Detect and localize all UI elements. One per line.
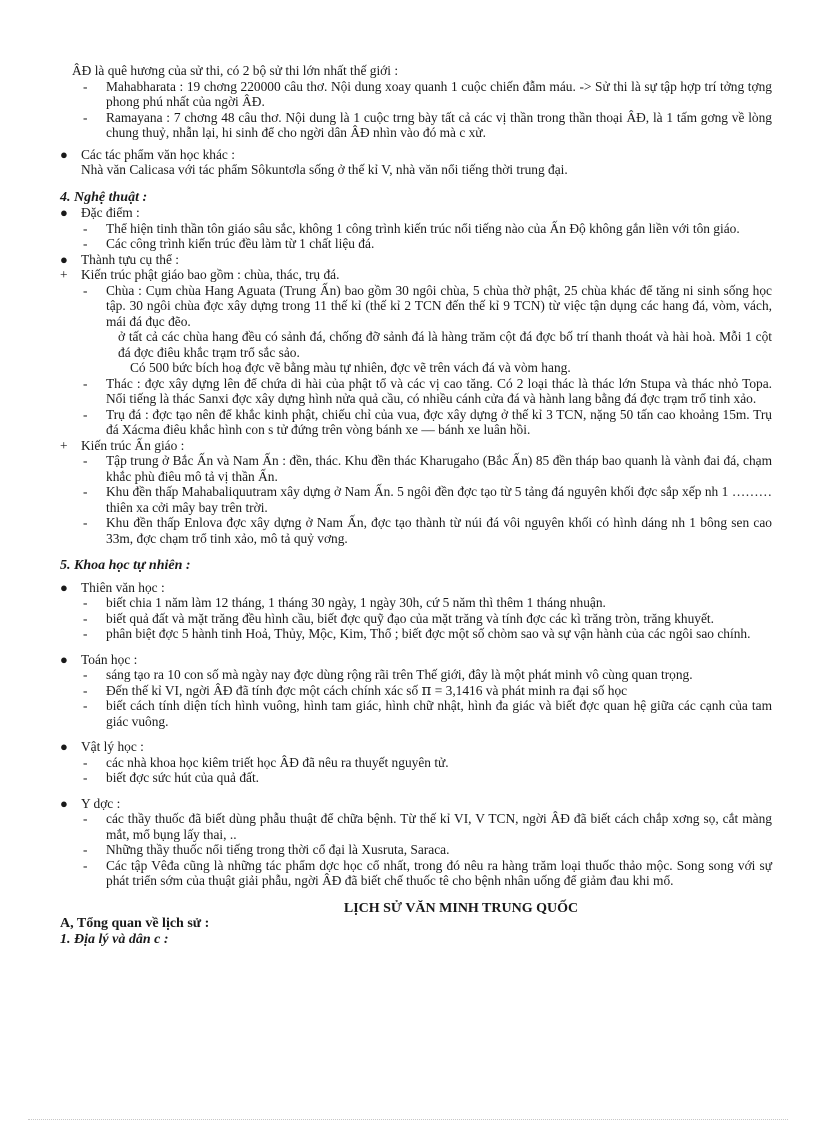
bullet-icon: ● [60, 795, 68, 811]
plus-marker: + [60, 437, 68, 453]
bullet-icon: ● [60, 146, 68, 162]
pillar-text: Trụ đá : đợc tạo nên để khắc kinh phật, chiếu chỉ của vua, đợc xây dựng ở thế kỉ 3 TCN, nặng 50 tấn cao khoảng 15m. Trụ đá Xácma điêu khắc hình con s tử đứng trên vòng bánh xe — bánh xe luân hồi. [106, 406, 772, 437]
dash-marker: - [83, 484, 88, 499]
list-item [60, 680, 772, 699]
list-item [60, 221, 772, 237]
feature-text: Các công trình kiến trúc đều làm từ 1 chất liệu đá. [106, 236, 375, 251]
list-item [60, 667, 772, 683]
pi-symbol: π [421, 680, 432, 699]
physics-title: Vật lý học : [81, 739, 144, 754]
astronomy-text: phân biệt đợc 5 hành tinh Hoả, Thủy, Mộc, Kim, Thổ ; biết đợc một số chòm sao và sự vận hành của các ngôi sao chính. [106, 626, 751, 641]
medicine-title: Y dợc : [81, 795, 121, 811]
list-item [60, 858, 772, 889]
features-title: Đặc điểm : [81, 205, 140, 220]
list-item [60, 438, 772, 454]
buddhist-title: Kiến trúc phật giáo bao gồm : chùa, thác, trụ đá. [81, 267, 340, 282]
list-item [60, 267, 772, 283]
dash-marker: - [83, 842, 88, 857]
dash-marker: - [83, 610, 88, 626]
physics-text: các nhà khoa học kiêm triết học ÂĐ đã nêu ra thuyết nguyên tử. [106, 754, 449, 770]
dash-marker: - [83, 595, 88, 610]
hindu-text: Khu đền thấp Mahabaliquutram xây dựng ở Nam Ấn. 5 ngôi đền đợc tạo từ 5 tảng đá nguyên khối đợc sắp xếp nh 1 ……… thiên xa cởi mây bay trên trời. [106, 484, 772, 515]
dash-marker: - [83, 78, 88, 94]
list-item [60, 611, 772, 627]
list-item [60, 376, 772, 407]
list-item [60, 453, 772, 484]
hindu-title: Kiến trúc Ấn giáo : [81, 437, 185, 453]
dash-marker: - [83, 770, 88, 785]
pagoda-note: Có 500 bức bích hoạ đợc vẽ bằng màu tự nhiên, đợc vẽ trên vách đá và vòm hang. [130, 360, 571, 375]
list-item [60, 205, 772, 221]
dash-marker: - [83, 453, 88, 468]
other-works-title: Các tác phẩm văn học khác : [81, 146, 235, 162]
list-item [60, 515, 772, 546]
pagoda-note: ở tất cả các chùa hang đều có sảnh đá, chống đỡ sảnh đá là hàng trăm cột đá đợc bố trí thanh thoát và hài hoà. Mỗi 1 cột đá đợc điêu khắc trạm trổ sắc sảo. [118, 329, 772, 360]
math-text: = 3,1416 và phát minh ra đại số học [431, 682, 628, 698]
list-item [60, 283, 772, 330]
list-item [60, 811, 772, 842]
section-1-heading: 1. Địa lý và dân c : [60, 931, 169, 947]
list-item [60, 652, 772, 668]
epic-ramayana: Ramayana : 7 chơng 48 câu thơ. Nội dung là 1 cuộc trng bày tất cả các vị thần trong thần thoại ÂĐ, là 1 tấm gơng về lòng chung thuỷ, nhẫn lại, hi sinh để cho ngời dân ÂĐ nhìn vào đó mà c xử. [106, 109, 772, 140]
math-title: Toán học : [81, 651, 138, 667]
other-works-text: Nhà văn Calicasa với tác phẩm Sôkuntơla sống ở thế kỉ V, nhà văn nổi tiếng thời trung đại. [81, 162, 568, 177]
epics-intro: ÂĐ là quê hương của sử thi, có 2 bộ sử thi lớn nhất thế giới : [72, 63, 399, 78]
list-item [60, 79, 772, 110]
math-text: biết cách tính diện tích hình vuông, hình tam giác, hình chữ nhật, hình đa giác và biết đợc quan hệ giữa các cạnh của tam giác vuông. [106, 698, 772, 729]
list-item [60, 842, 772, 858]
pagoda-text: Chùa : Cụm chùa Hang Aguata (Trung Ấn) bao gồm 30 ngôi chùa, 5 chùa thờ phật, 25 chùa khác để tăng ni sinh sống học tập. 30 ngôi chùa đợc xây dựng trong 11 thế kỉ (thế kỉ 2 TCN đến thế kỉ 9 TCN) từ việc tận dụng các hang đá, vòm, vách, mái đá đục đẽo. [106, 282, 772, 329]
stupa-text: Thác : đợc xây dựng lên để chứa di hài của phật tổ và các vị cao tăng. Có 2 loại thác là thác lớn Stupa và thác nhỏ Topa. Nổi tiếng là thác Sanxi đợc xây dựng hình nửa quả cầu, có nhiều cánh cửa đá và hành lang bằng đá đợc trạm trổ tinh xảo. [106, 375, 772, 406]
medicine-text: các thầy thuốc đã biết dùng phẫu thuật để chữa bệnh. Từ thế kỉ VI, V TCN, ngời ÂĐ đã biết cách chắp xơng sọ, cắt màng mắt, mổ bụng lấy thai, .. [106, 811, 772, 842]
dash-marker: - [83, 698, 88, 713]
list-item [60, 252, 772, 268]
list-item [60, 147, 772, 163]
dash-marker: - [83, 406, 88, 422]
list-item [60, 739, 772, 755]
medicine-text: Những thầy thuốc nổi tiếng trong thời cổ đại là Xusruta, Saraca. [106, 842, 450, 857]
document-page [60, 63, 772, 947]
bullet-icon: ● [60, 739, 68, 754]
page-bottom-divider [28, 1119, 788, 1120]
list-item [60, 698, 772, 729]
list-item [60, 796, 772, 812]
math-text: Đến thế kỉ VI, ngời ÂĐ đã tính đợc một cách chính xác số [106, 682, 422, 698]
feature-text: Thể hiện tinh thần tôn giáo sâu sắc, không 1 công trình kiến trúc nổi tiếng nào của Ấn Độ không gắn liền với tôn giáo. [106, 220, 740, 236]
dash-marker: - [83, 109, 88, 125]
astronomy-title: Thiên văn học : [81, 579, 165, 595]
dash-marker: - [83, 682, 88, 698]
dash-marker: - [83, 754, 88, 770]
section-a-heading: A, Tổng quan về lịch sử : [60, 916, 210, 931]
list-item [60, 236, 772, 252]
chapter-title: LỊCH SỬ VĂN MINH TRUNG QUỐC [343, 900, 579, 916]
dash-marker: - [83, 811, 88, 826]
hindu-text: Tập trung ở Bắc Ấn và Nam Ấn : đền, thác. Khu đền thác Kharugaho (Bắc Ấn) 85 đền tháp bao quanh là vành đai đá, chạm khắc phù điêu mô tả vị thần Ấn. [106, 453, 772, 484]
list-item [60, 484, 772, 515]
bullet-icon: ● [60, 251, 68, 267]
physics-text: biết đợc sức hút của quả đất. [106, 770, 260, 785]
list-item [60, 595, 772, 611]
dash-marker: - [83, 857, 88, 873]
achievements-title: Thành tựu cụ thể : [81, 251, 179, 267]
list-item [60, 755, 772, 771]
dash-marker: - [83, 515, 88, 530]
math-text: sáng tạo ra 10 con số mà ngày nay đợc dùng rộng rãi trên Thế giới, đây là một phát minh vô cùng quan trọng. [106, 667, 693, 682]
hindu-text: Khu đền thấp Enlova đợc xây dựng ở Nam Ấn, đợc tạo thành từ núi đá vôi nguyên khối có hình dáng nh 1 bông sen cao 33m, đợc chạm trổ tinh xảo, mô tả quỷ vơng. [106, 515, 772, 546]
bullet-icon: ● [60, 205, 68, 220]
list-item [60, 110, 772, 141]
list-item [60, 580, 772, 596]
astronomy-text: biết quả đất và mặt trăng đều hình cầu, biết đợc quỹ đạo của mặt trăng và tính đợc các kì trăng tròn, trăng khuyết. [106, 610, 714, 626]
list-item [60, 407, 772, 438]
bullet-icon: ● [60, 651, 68, 667]
dash-marker: - [83, 220, 88, 236]
dash-marker: - [83, 375, 88, 391]
science-heading: 5. Khoa học tự nhiên : [60, 558, 191, 573]
dash-marker: - [83, 667, 88, 682]
art-heading: 4. Nghệ thuật : [60, 189, 148, 205]
plus-marker: + [60, 267, 68, 282]
medicine-text: Các tập Vêđa cũng là những tác phẩm dợc học cổ nhất, trong đó nêu ra hàng trăm loại thuốc thảo mộc. Song song với sự phát triển sớm của thuật giải phẫu, ngời ÂĐ đã biết chế thuốc tê cho bệnh nhân uống để giảm đau khi mổ. [106, 857, 772, 888]
dash-marker: - [83, 626, 88, 641]
epic-mahabharata: Mahabharata : 19 chơng 220000 câu thơ. Nội dung xoay quanh 1 cuộc chiến đẫm máu. -> Sử thi là sự tập hợp trí tởng tợng phong phú nhất của ngời ÂĐ. [106, 78, 772, 109]
bullet-icon: ● [60, 579, 68, 595]
dash-marker: - [83, 282, 88, 298]
astronomy-text: biết chia 1 năm làm 12 tháng, 1 tháng 30 ngày, 1 ngày 30h, cứ 5 năm thì thêm 1 tháng nhuận. [106, 595, 606, 610]
list-item [60, 770, 772, 786]
list-item [60, 626, 772, 642]
dash-marker: - [83, 236, 88, 251]
